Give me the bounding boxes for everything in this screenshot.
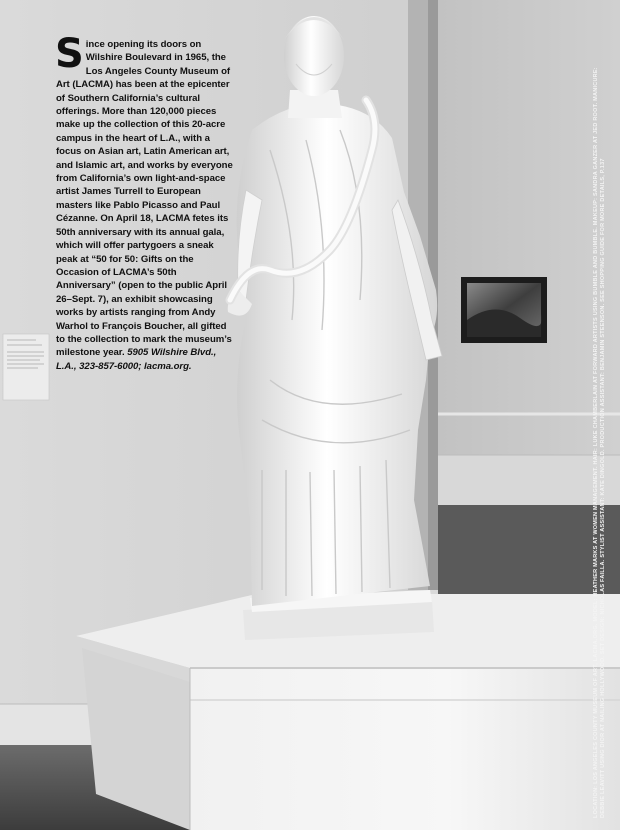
address-line: 5905 Wilshire Blvd., L.A., 323-857-6000; lacma.org. xyxy=(56,347,217,372)
drop-cap: S xyxy=(55,31,84,77)
photo-credits xyxy=(593,18,607,818)
article-text xyxy=(55,31,236,373)
credits-line-1: LOCATION: LOS ANGELES COUNTY MUSEUM OF ART, LACMA.ORG. MODEL: HEATHER MARKS AT WOMEN MANAGEMENT. HAIR: LUKE CHAMBERLAIN AT FORWARD ARTISTS USING BUMBLE AND BUMBLE. MAKEUP: SANDRA GANZER AT JED ROOT. MANICURE: xyxy=(593,67,599,818)
credits-line-2: DEBBIE LEAVITT USING DIOR AT NAILING HOLLYWOOD. SET DESIGN: NICHOLAS FAILLA. STYLIST ASSISTANT: KATE DINGOLD. PRODUCTION ASSISTANT: BENJAMIN STEENSON. SEE SHOPPING GUIDE FOR MORE DETAILS, P.137 xyxy=(600,158,607,818)
article-body: ince opening its doors on Wilshire Boulevard in 1965, the Los Angeles County Museum of Art (LACMA) has been at the epicenter of Southern California’s cultural offerings. More than 120,000 pieces make up the collection of this 20-acre campus in the heart of L.A., with a focus on Asian art, Latin American art, and Islamic art, and works by everyone from California’s own light-and-space artist James Turrell to European masters like Pablo Picasso and Paul Cézanne. On April 18, LACMA fetes its 50th anniversary with its annual gala, which will offer partygoers a sneak peak at “50 for 50: Gifts on the Occasion of LACMA’s 50th Anniversary” (open to the public April 26–Sept. 7), an exhibit showcasing works by artists ranging from Andy Warhol to François Boucher, all gifted to the collection to mark the museum’s milestone year. xyxy=(56,39,233,359)
